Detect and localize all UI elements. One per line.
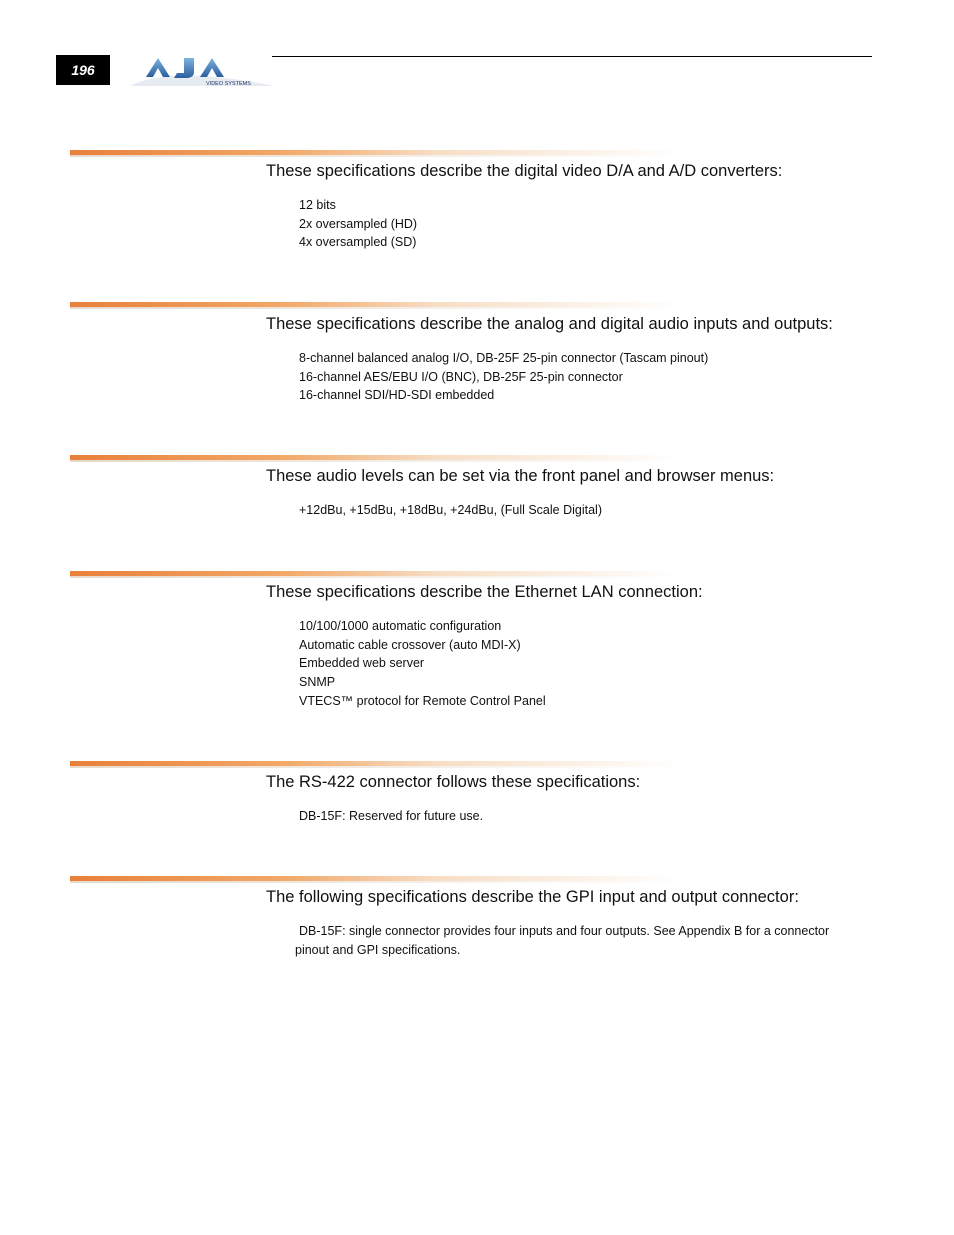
list-item: 8-channel balanced analog I/O, DB-25F 25-pin connector (Tascam pinout) [299,351,709,365]
list-item: Embedded web server [299,656,425,671]
list-item: Automatic cable crossover (auto MDI-X) [299,637,521,652]
list-item: VTECS™ protocol for Remote Control Panel [299,693,546,708]
list-item: +12dBu, +15dBu, +18dBu, +24dBu, (Full Scale Digital) [299,503,602,517]
header-rule [272,56,872,57]
list-item: DB-15F: Reserved for future use. [299,809,484,823]
list-item: 16-channel SDI/HD-SDI embedded [299,388,495,403]
spec-list [299,196,417,252]
spec-list [299,349,708,405]
section-divider [70,876,680,882]
list-item: 12 bits [299,198,336,212]
list-item: 10/100/1000 automatic configuration [299,619,502,633]
section-divider [70,302,680,308]
section-divider [70,455,680,461]
list-item: 2x oversampled (HD) [299,216,418,231]
list-item: SNMP [299,675,336,690]
section-heading: The RS-422 connector follows these specifications: [266,773,641,791]
logo-subtext: VIDEO SYSTEMS [206,81,251,87]
section-heading: These specifications describe the analog and digital audio inputs and outputs: [266,315,833,333]
section-heading: These specifications describe the digital video D/A and A/D converters: [266,162,783,180]
spec-paragraph: DB-15F: single connector provides four inputs and four outputs. See Appendix B for a connector pinout and GPI specifications. [295,924,830,957]
page-number: 196 [56,55,110,85]
section-divider [70,571,680,577]
spec-list [299,501,602,520]
section-divider [70,150,680,156]
section-heading: These specifications describe the Ethernet LAN connection: [266,583,703,601]
aja-logo [130,55,274,89]
spec-list [299,807,483,826]
list-item: 16-channel AES/EBU I/O (BNC), DB-25F 25-pin connector [299,369,623,384]
section-heading: The following specifications describe the GPI input and output connector: [266,888,799,906]
section-heading: These audio levels can be set via the front panel and browser menus: [266,467,775,485]
section-divider [70,761,680,767]
list-item: 4x oversampled (SD) [299,235,417,250]
spec-list [299,617,546,711]
